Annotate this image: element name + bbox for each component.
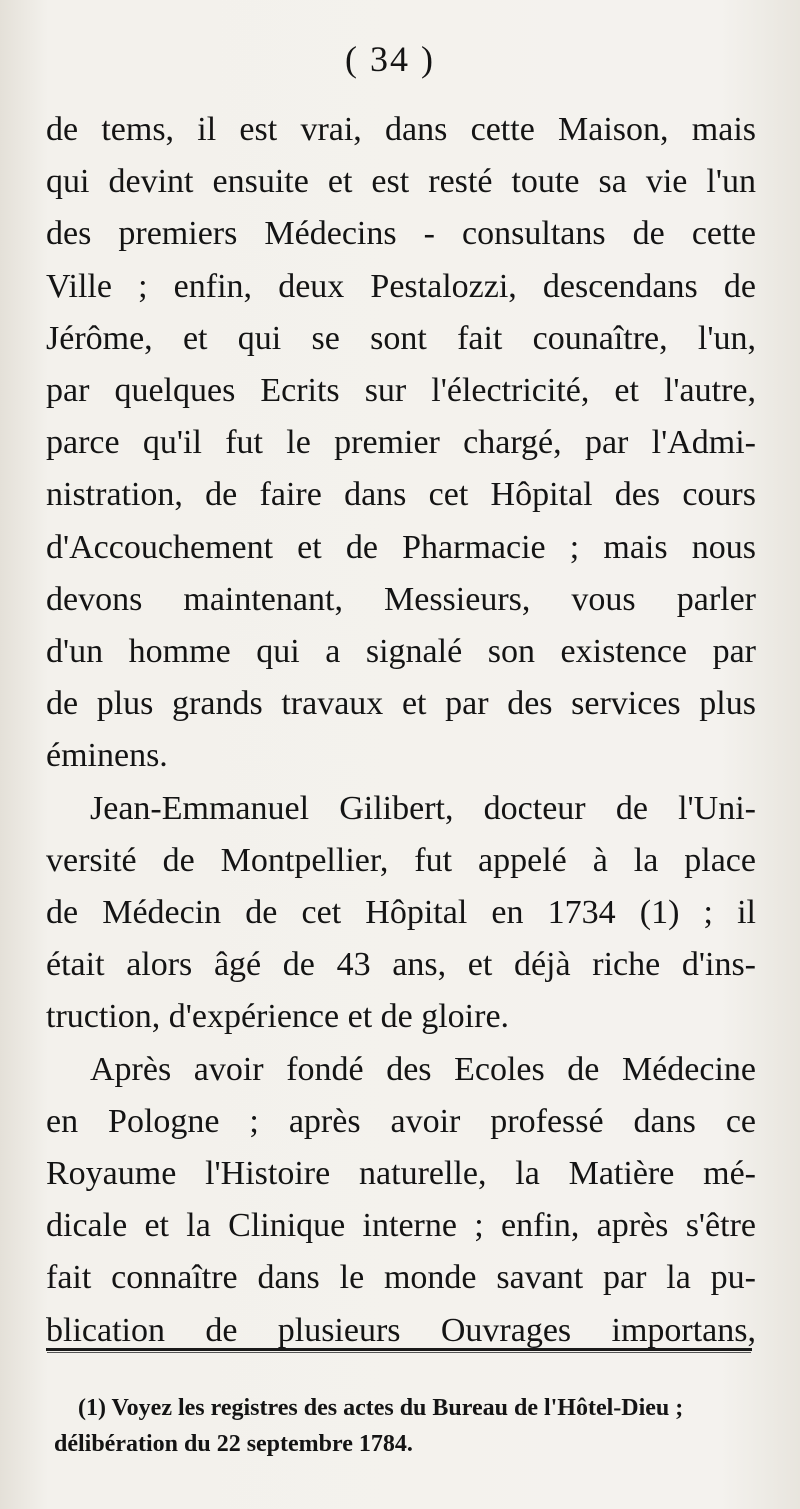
text-line: par quelques Ecrits sur l'électricité, et l'autre, [46,372,756,410]
text-line: devons maintenant, Messieurs, vous parler [46,580,756,618]
text-line: des premiers Médecins - consultans de cette [46,215,756,253]
footnote [54,1390,754,1462]
footnote-line: délibération du 22 septembre 1784. [54,1431,413,1457]
text-line: truction, d'expérience et de gloire. [46,998,510,1036]
text-line: Jean-Emmanuel Gilibert, docteur de l'Uni- [90,789,756,827]
text-line: dicale et la Clinique interne ; enfin, après s'être [46,1207,756,1245]
text-line: éminens. [46,737,168,775]
footnote-rule [46,1348,752,1351]
text-line: parce qu'il fut le premier chargé, par l'Admi- [46,424,756,462]
text-line: en Pologne ; après avoir professé dans ce [46,1102,756,1140]
text-line: de plus grands travaux et par des services plus [46,685,756,723]
text-line: Après avoir fondé des Ecoles de Médecine [90,1050,756,1088]
text-line: de Médecin de cet Hôpital en 1734 (1) ; il [46,894,756,932]
text-line: d'un homme qui a signalé son existence par [46,633,756,671]
text-line: Royaume l'Histoire naturelle, la Matière mé- [46,1155,756,1193]
text-line: d'Accouchement et de Pharmacie ; mais nous [46,528,756,566]
text-line: fait connaître dans le monde savant par la pu- [46,1259,756,1297]
text-line: qui devint ensuite et est resté toute sa vie l'un [46,163,756,201]
text-line: versité de Montpellier, fut appelé à la place [46,841,756,879]
page-number: ( 34 ) [345,39,435,79]
footnote-line: (1) Voyez les registres des actes du Bureau de l'Hôtel-Dieu ; [78,1395,684,1421]
text-line: de tems, il est vrai, dans cette Maison, mais [46,111,756,148]
text-line: Jérôme, et qui se sont fait counaître, l'un, [46,319,756,357]
text-line: était alors âgé de 43 ans, et déjà riche d'ins- [46,946,756,984]
body-text [46,104,756,1357]
text-line: nistration, de faire dans cet Hôpital des cours [46,476,756,514]
text-line: Ville ; enfin, deux Pestalozzi, descendans de [46,267,756,305]
text-line: blication de plusieurs Ouvrages importans, [46,1311,756,1349]
